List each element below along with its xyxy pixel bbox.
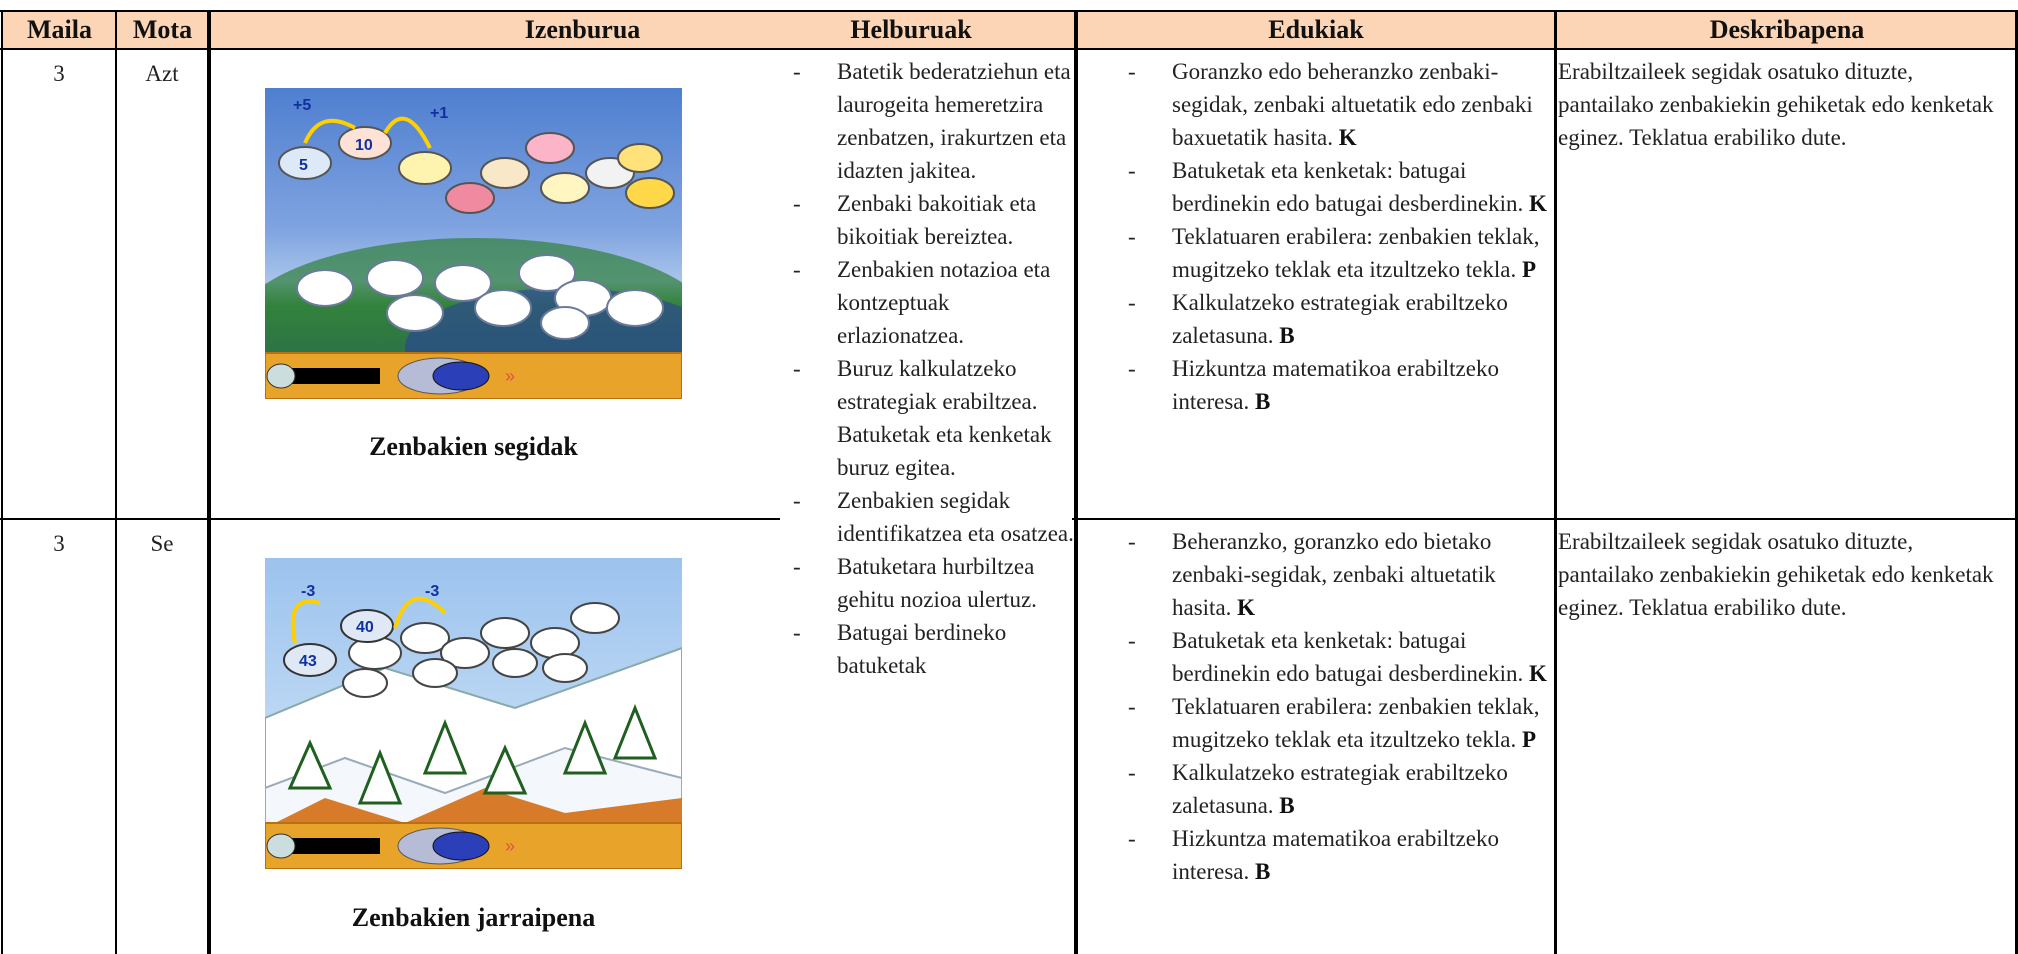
row1-title: Zenbakien segidak (369, 432, 578, 461)
helburua-item: Batuketak eta kenketak buruz egitea. (837, 422, 1052, 480)
edukia-item: - Kalkulatzeko estrategiak erabiltzeko zaletasuna. B (1116, 756, 1552, 822)
helburua-item: - Batuketara hurbiltzea gehitu nozioa ulertuz. (781, 550, 1076, 616)
row2-mota: Se (150, 531, 174, 556)
header-edukiak: Edukiak (1268, 14, 1364, 44)
svg-text:»: » (505, 836, 516, 856)
header-mota: Mota (132, 14, 193, 44)
header-deskribapena: Deskribapena (1709, 14, 1865, 44)
helburua-item: - Zenbakien segidak identifikatzea eta osatzea. (781, 484, 1076, 550)
row1-mota: Azt (145, 61, 179, 86)
header-maila: Maila (27, 14, 92, 44)
edukia-item: - Batuketak eta kenketak: batugai berdinekin edo batugai desberdinekin. K (1116, 624, 1552, 690)
helburua-item: - Batugai berdineko batuketak (781, 616, 1076, 682)
header-helburuak: Helburuak (850, 14, 972, 44)
helburua-item: - Batetik bederatziehun eta laurogeita hemeretzira zenbatzen, irakurtzen eta idazten jakitea. (781, 55, 1076, 187)
jarraipena-number-40: 40 (356, 619, 374, 636)
row1-edukiak (1116, 55, 1552, 418)
edukia-item: - Teklatuaren erabilera: zenbakien teklak, mugitzeko teklak eta itzultzeko tekla. P (1116, 220, 1552, 286)
edukia-item: - Beheranzko, goranzko edo bietako zenbaki-segidak, zenbaki altuetatik hasita. K (1116, 525, 1552, 624)
edukia-item: - Hizkuntza matematikoa erabiltzeko interesa. B (1116, 822, 1552, 888)
helburuak-cell (781, 55, 1076, 682)
jarraipena-label-minus3-a: -3 (301, 583, 316, 600)
helburua-item: - Zenbakien notazioa eta kontzeptuak erlazionatzea. (781, 253, 1076, 352)
svg-text:»: » (505, 366, 516, 386)
segidak-label-plus1: +1 (430, 105, 449, 122)
row2-maila: 3 (53, 531, 65, 556)
game-screenshot-zenbakien-jarraipena (265, 558, 682, 869)
helburua-item: - Zenbaki bakoitiak eta bikoitiak bereiztea. (781, 187, 1076, 253)
segidak-number-10: 10 (355, 137, 373, 154)
edukiak-list (1116, 525, 1552, 888)
helburuak-list (781, 55, 1076, 682)
edukia-item: - Hizkuntza matematikoa erabiltzeko interesa. B (1116, 352, 1552, 418)
segidak-number-5: 5 (299, 157, 308, 174)
edukia-item: - Batuketak eta kenketak: batugai berdinekin edo batugai desberdinekin. K (1116, 154, 1552, 220)
jarraipena-number-43: 43 (299, 653, 317, 670)
edukia-item: - Goranzko edo beheranzko zenbaki-segidak, zenbaki altuetatik edo zenbaki baxuetatik hasita. K (1116, 55, 1552, 154)
edukia-item: - Kalkulatzeko estrategiak erabiltzeko zaletasuna. B (1116, 286, 1552, 352)
row1-maila: 3 (53, 61, 65, 86)
row2-title: Zenbakien jarraipena (351, 903, 596, 932)
row2-edukiak (1116, 525, 1552, 888)
helburua-item: - Buruz kalkulatzeko estrategiak erabiltzea. (781, 352, 1076, 418)
row1-deskribapena: Erabiltzaileek segidak osatuko dituzte, pantailako zenbakiekin gehiketak edo kenketak eginez. Teklatua erabiliko dute. (1558, 59, 1994, 150)
segidak-label-plus5: +5 (293, 97, 312, 114)
header-izenburua: Izenburua (524, 14, 641, 44)
row2-deskribapena: Erabiltzaileek segidak osatuko dituzte, pantailako zenbakiekin gehiketak edo kenketak eginez. Teklatua erabiliko dute. (1558, 529, 1994, 620)
game-screenshot-zenbakien-segidak (265, 88, 682, 399)
jarraipena-label-minus3-b: -3 (425, 583, 440, 600)
edukia-item: - Teklatuaren erabilera: zenbakien teklak, mugitzeko teklak eta itzultzeko tekla. P (1116, 690, 1552, 756)
edukiak-list (1116, 55, 1552, 418)
